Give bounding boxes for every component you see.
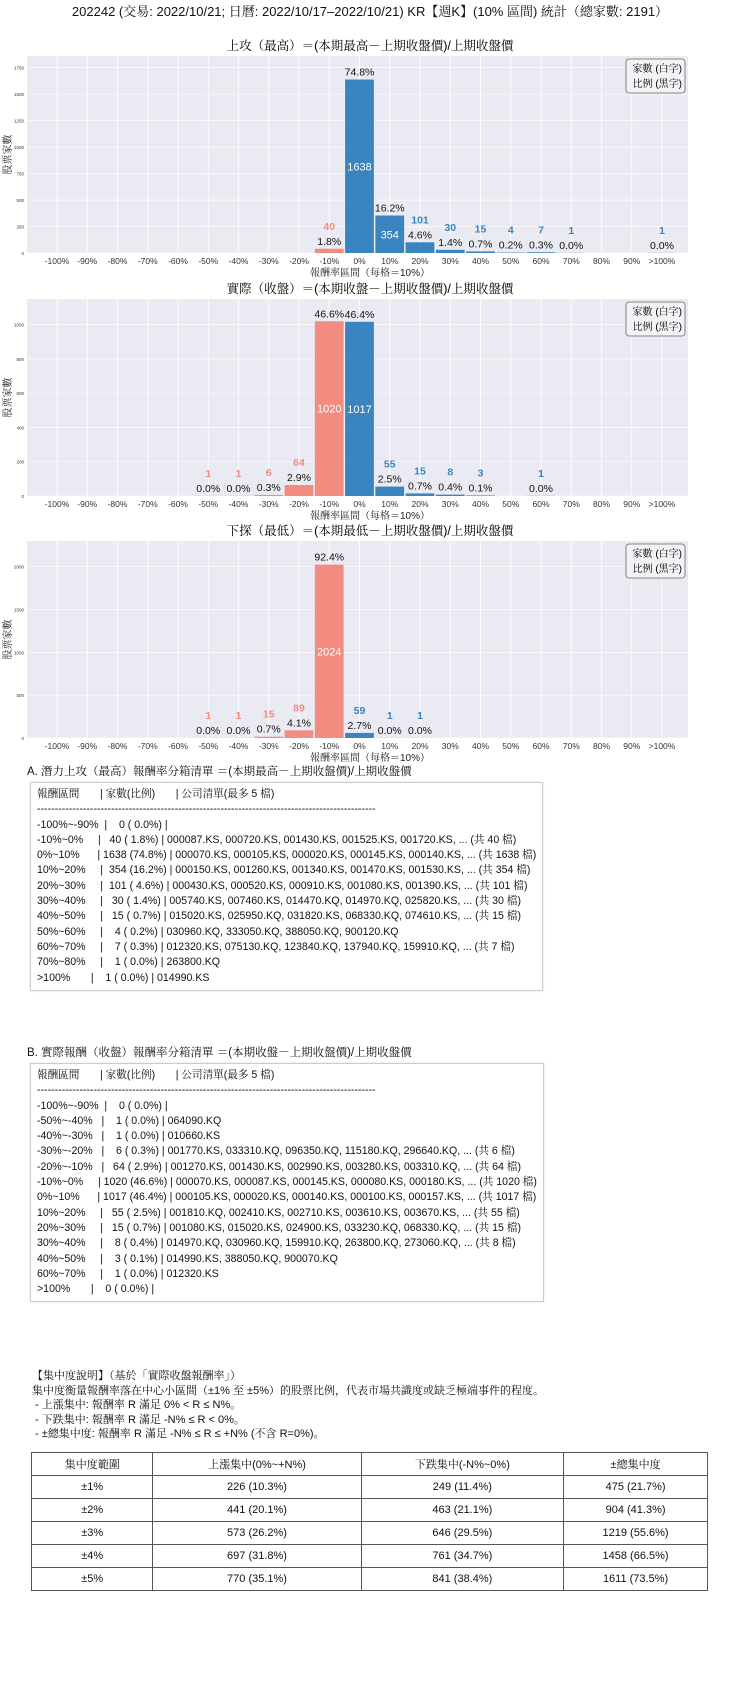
bar-pct-label: 0.0%: [408, 724, 432, 737]
bar-pct-label: 16.2%: [374, 202, 405, 215]
chart-title: 下探（最低）＝(本期最低－上期收盤價)/上期收盤價: [226, 524, 514, 538]
bar: [466, 495, 495, 496]
legend-count: 家數 (白字): [632, 549, 682, 560]
bar-pct-label: 0.0%: [529, 482, 553, 495]
x-tick-label: -30%: [258, 741, 279, 751]
bar-count-label: 1017: [347, 403, 372, 416]
table-cell: ±1%: [32, 1476, 153, 1499]
bar: [466, 251, 495, 253]
bar-pct-label: 4.6%: [408, 229, 432, 242]
list-a-box: [30, 782, 543, 991]
x-tick-label: -10%: [319, 499, 340, 509]
bar-count-label: 1: [659, 224, 665, 237]
concentration-notes: [32, 1369, 544, 1442]
x-tick-label: 0%: [353, 741, 366, 751]
x-tick-label: 0%: [353, 499, 366, 509]
list-b-box: [30, 1063, 544, 1302]
x-tick-label: 10%: [381, 256, 399, 266]
table-row: [32, 1499, 708, 1522]
bar-count-label: 55: [383, 458, 396, 471]
table-cell: ±5%: [32, 1568, 153, 1591]
list-row: 0%~10% | 1017 (46.4%) | 000105.KS, 000020.KS, 000140.KS, 000100.KS, 000157.KS, ... (共 1017 檔): [37, 1191, 537, 1204]
legend-pct: 比例 (黑字): [632, 564, 682, 575]
bar-count-label: 101: [411, 214, 429, 227]
table-cell: 573 (26.2%): [153, 1522, 361, 1545]
x-tick-label: -80%: [107, 741, 128, 751]
list-row: 20%~30% | 101 ( 4.6%) | 000430.KS, 000520.KS, 000910.KS, 001080.KS, 001390.KS, ... (共 101 檔): [37, 879, 528, 892]
list-divider: ------------------------------------------------------------------------------------------------: [37, 803, 376, 816]
x-axis-label: 報酬率區間（每格＝10%）: [309, 268, 431, 278]
x-tick-label: >100%: [648, 499, 676, 509]
bar-pct-label: 0.3%: [529, 239, 553, 252]
note-line: - 上漲集中: 報酬率 R 滿足 0% < R ≤ N%。: [32, 1399, 242, 1411]
list-row: -100%~-90% | 0 ( 0.0%) |: [37, 1099, 168, 1112]
list-b-label: B. 實際報酬（收盤）報酬率分箱清單 ＝(本期收盤－上期收盤價)/上期收盤價: [27, 1047, 412, 1059]
y-tick-label: 600: [16, 391, 24, 397]
bar-pct-label: 0.0%: [377, 724, 402, 737]
x-tick-label: -70%: [137, 256, 158, 266]
list-row: -50%~-40% | 1 ( 0.0%) | 064090.KQ: [37, 1114, 222, 1127]
y-tick-label: 1000: [13, 650, 24, 656]
note-line: 【集中度說明】（基於「實際收盤報酬率」）: [32, 1370, 241, 1382]
x-tick-label: 20%: [411, 741, 429, 751]
x-tick-label: 80%: [592, 499, 611, 509]
list-row: -100%~-90% | 0 ( 0.0%) |: [37, 818, 168, 831]
bar-count-label: 1: [568, 224, 575, 237]
bar-count-label: 2024: [317, 646, 342, 659]
bar-count-label: 1: [205, 709, 212, 722]
table-cell: ±2%: [32, 1499, 153, 1522]
bar: [406, 242, 435, 253]
x-tick-label: -80%: [107, 499, 128, 509]
bar-pct-label: 0.0%: [226, 724, 251, 737]
bar-pct-label: 0.3%: [256, 481, 281, 494]
chart-title: 實際（收盤）＝(本期收盤－上期收盤價)/上期收盤價: [226, 282, 514, 296]
y-tick-label: 1500: [13, 92, 24, 98]
bar-count-label: 1: [386, 709, 393, 722]
x-tick-label: 40%: [471, 499, 490, 509]
x-tick-label: -30%: [258, 256, 279, 266]
x-tick-label: 40%: [471, 741, 490, 751]
x-axis-label: 報酬率區間（每格＝10%）: [309, 511, 431, 521]
bar-pct-label: 0.2%: [498, 239, 523, 252]
x-tick-label: -50%: [198, 499, 219, 509]
note-line: - ±總集中度: 報酬率 R 滿足 -N% ≤ R ≤ +N% (不含 R=0%)。: [32, 1428, 325, 1440]
bar-count-label: 15: [262, 708, 275, 721]
x-tick-label: -50%: [198, 741, 219, 751]
x-tick-label: 30%: [441, 256, 459, 266]
note-line: 集中度衡量報酬率落在中心小區間（±1% 至 ±5%）的股票比例，代表市場共識度或缺乏極端事件的程度。: [32, 1384, 544, 1397]
bar-pct-label: 74.8%: [344, 66, 375, 79]
bar-pct-label: 92.4%: [314, 551, 345, 564]
y-tick-label: 1250: [13, 118, 24, 124]
x-tick-label: 20%: [411, 499, 429, 509]
x-tick-label: 10%: [381, 741, 399, 751]
bar-count-label: 1: [235, 709, 242, 722]
y-tick-label: 200: [16, 459, 24, 465]
x-tick-label: 20%: [411, 256, 429, 266]
y-tick-label: 0: [21, 736, 24, 741]
bar-count-label: 354: [380, 229, 399, 242]
legend-box: [626, 544, 685, 578]
list-header: 報酬區間 | 家數(比例) | 公司清單(最多 5 檔): [37, 1069, 275, 1081]
table-cell: 697 (31.8%): [153, 1545, 361, 1568]
x-tick-label: 90%: [623, 256, 641, 266]
bar-pct-label: 0.0%: [650, 239, 674, 252]
table-cell: 770 (35.1%): [153, 1568, 361, 1591]
x-tick-label: -20%: [289, 256, 309, 266]
bar-pct-label: 0.0%: [559, 239, 584, 252]
bar-pct-label: 0.7%: [468, 238, 493, 251]
x-tick-label: 80%: [592, 741, 611, 751]
chart-high: [0, 34, 740, 278]
table-cell: 249 (11.4%): [361, 1476, 564, 1499]
x-tick-label: -40%: [228, 256, 249, 266]
chart-close: [0, 277, 740, 521]
list-row: 10%~20% | 55 ( 2.5%) | 001810.KQ, 002410.KS, 002710.KS, 003610.KS, 003670.KS, ... (共 55 檔): [37, 1206, 520, 1219]
list-row: -10%~0% | 40 ( 1.8%) | 000087.KS, 000720.KS, 001430.KS, 001525.KS, 001720.KS, ... (共 40 檔): [37, 833, 517, 846]
list-row: 0%~10% | 1638 (74.8%) | 000070.KS, 000105.KS, 000020.KS, 000145.KS, 000140.KS, ... (共 1638 檔): [37, 849, 537, 862]
chart-title: 上攻（最高）＝(本期最高－上期收盤價)/上期收盤價: [226, 39, 514, 53]
table-cell: 475 (21.7%): [564, 1476, 708, 1499]
bar-pct-label: 0.4%: [438, 481, 463, 494]
legend-count: 家數 (白字): [632, 64, 682, 75]
bar: [436, 250, 465, 253]
bar: [315, 249, 344, 253]
x-tick-label: -40%: [228, 741, 249, 751]
x-tick-label: -100%: [44, 256, 70, 266]
x-tick-label: -60%: [168, 256, 188, 266]
table-cell: 841 (38.4%): [361, 1568, 564, 1591]
list-row: >100% | 0 ( 0.0%) |: [37, 1283, 155, 1296]
legend-pct: 比例 (黑字): [632, 322, 682, 333]
legend-box: [626, 302, 685, 336]
x-tick-label: 70%: [562, 256, 580, 266]
bar-count-label: 1: [538, 467, 544, 480]
x-tick-label: -80%: [107, 256, 128, 266]
y-tick-label: 1500: [13, 607, 24, 613]
bar-pct-label: 4.1%: [287, 717, 311, 730]
legend-box: [626, 59, 685, 93]
x-tick-label: >100%: [648, 256, 676, 266]
bar-count-label: 1: [235, 467, 242, 480]
table-cell: 226 (10.3%): [153, 1476, 361, 1499]
bar-pct-label: 46.6%: [314, 308, 345, 321]
bar-pct-label: 2.7%: [347, 719, 372, 732]
x-tick-label: 60%: [532, 741, 550, 751]
x-tick-label: 60%: [532, 499, 550, 509]
bar: [345, 733, 374, 738]
bar-count-label: 30: [444, 221, 457, 234]
bar-count-label: 1020: [317, 403, 342, 416]
list-row: 70%~80% | 1 ( 0.0%) | 263800.KQ: [37, 956, 221, 969]
x-axis-label: 報酬率區間（每格＝10%）: [309, 753, 431, 763]
bar-count-label: 1: [417, 709, 423, 722]
table-row: [32, 1568, 708, 1591]
x-tick-label: 50%: [502, 256, 520, 266]
bar-pct-label: 0.0%: [196, 724, 221, 737]
x-tick-label: -100%: [44, 741, 70, 751]
table-cell: 463 (21.1%): [361, 1499, 564, 1522]
bar-count-label: 15: [414, 465, 426, 478]
table-row: [32, 1522, 708, 1545]
table-cell: 646 (29.5%): [361, 1522, 564, 1545]
x-tick-label: -90%: [77, 741, 98, 751]
table-header: 集中度範圍: [32, 1453, 153, 1476]
table-header: 下跌集中(-N%~0%): [361, 1453, 564, 1476]
x-tick-label: 80%: [592, 256, 611, 266]
table-cell: ±4%: [32, 1545, 153, 1568]
bar-count-label: 7: [538, 224, 544, 237]
x-tick-label: -30%: [258, 499, 279, 509]
list-row: 30%~40% | 30 ( 1.4%) | 005740.KS, 007460.KS, 014470.KQ, 014970.KQ, 025820.KS, ... (共 30 檔): [37, 895, 521, 908]
x-tick-label: 90%: [623, 499, 641, 509]
note-line: - 下跌集中: 報酬率 R 滿足 -N% ≤ R < 0%。: [32, 1413, 245, 1426]
bar-count-label: 89: [293, 702, 305, 715]
table-header: 上漲集中(0%~+N%): [153, 1453, 361, 1476]
bar-count-label: 3: [477, 467, 484, 480]
y-tick-label: 500: [16, 198, 24, 204]
x-tick-label: -20%: [289, 741, 309, 751]
list-header: 報酬區間 | 家數(比例) | 公司清單(最多 5 檔): [37, 788, 275, 800]
main-title: 202242 (交易: 2022/10/21; 日曆: 2022/10/17–2022/10/21) KR【週K】(10% 區間) 統計（總家數: 2191）: [71, 4, 669, 19]
table-row: [32, 1476, 708, 1499]
x-tick-label: 60%: [532, 256, 550, 266]
bar-count-label: 6: [265, 466, 272, 479]
bar: [406, 493, 435, 496]
table-cell: 1611 (73.5%): [564, 1568, 708, 1591]
x-tick-label: -70%: [137, 499, 158, 509]
table-cell: 441 (20.1%): [153, 1499, 361, 1522]
table-cell: ±3%: [32, 1522, 153, 1545]
y-tick-label: 2000: [13, 564, 24, 570]
bar: [285, 485, 314, 496]
table-cell: 904 (41.3%): [564, 1499, 708, 1522]
bar-pct-label: 2.5%: [377, 473, 402, 486]
list-divider: ------------------------------------------------------------------------------------------------: [37, 1084, 376, 1097]
table-header: ±總集中度: [564, 1453, 708, 1476]
list-row: -10%~0% | 1020 (46.6%) | 000070.KS, 000087.KS, 000145.KS, 000080.KS, 000180.KS, ... (共 1020 檔): [37, 1176, 537, 1189]
bar: [436, 495, 465, 496]
y-tick-label: 500: [16, 693, 24, 699]
list-row: >100% | 1 ( 0.0%) | 014990.KS: [37, 971, 210, 984]
table-row: [32, 1545, 708, 1568]
x-tick-label: -60%: [168, 741, 188, 751]
bar-pct-label: 2.9%: [287, 472, 311, 485]
bar-count-label: 64: [293, 457, 305, 470]
x-tick-label: 70%: [562, 499, 580, 509]
x-tick-label: -40%: [228, 499, 249, 509]
x-tick-label: -70%: [137, 741, 158, 751]
concentration-table: [31, 1452, 708, 1591]
list-row: 40%~50% | 15 ( 0.7%) | 015020.KS, 025950.KQ, 031820.KS, 068330.KQ, 074610.KS, ... (共 15 檔): [37, 910, 521, 923]
bar: [254, 737, 283, 738]
x-tick-label: -10%: [319, 741, 340, 751]
x-tick-label: >100%: [648, 741, 676, 751]
bar-count-label: 40: [323, 220, 336, 233]
list-row: 10%~20% | 354 (16.2%) | 000150.KS, 001260.KS, 001340.KS, 001470.KS, 001530.KS, ... (共 354 檔): [37, 864, 531, 877]
bar-count-label: 8: [447, 466, 454, 479]
x-tick-label: -20%: [289, 499, 309, 509]
list-row: 40%~50% | 3 ( 0.1%) | 014990.KS, 388050.KQ, 900070.KQ: [37, 1252, 338, 1265]
legend-count: 家數 (白字): [632, 307, 682, 318]
bar-pct-label: 1.4%: [438, 236, 463, 249]
list-row: 50%~60% | 4 ( 0.2%) | 030960.KQ, 333050.KQ, 388050.KQ, 900120.KQ: [37, 925, 399, 938]
y-tick-label: 1000: [13, 322, 24, 328]
list-row: 60%~70% | 7 ( 0.3%) | 012320.KS, 075130.KQ, 123840.KQ, 137940.KQ, 159910.KQ, ... (共 7 檔): [37, 940, 515, 953]
bar: [285, 730, 314, 738]
y-axis-label: 股票家數: [3, 134, 14, 175]
x-tick-label: -100%: [44, 499, 70, 509]
bar-count-label: 1638: [347, 161, 372, 174]
x-tick-label: 30%: [441, 741, 459, 751]
legend-pct: 比例 (黑字): [632, 79, 682, 90]
x-tick-label: 10%: [381, 499, 399, 509]
x-tick-label: 50%: [502, 499, 520, 509]
list-row: 30%~40% | 8 ( 0.4%) | 014970.KQ, 030960.KQ, 159910.KQ, 263800.KQ, 273060.KQ, ... (共 8 檔): [37, 1237, 516, 1250]
x-tick-label: -90%: [77, 499, 98, 509]
bar-pct-label: 1.8%: [317, 235, 342, 248]
bar-pct-label: 0.0%: [196, 482, 221, 495]
list-a-label: A. 潛力上攻（最高）報酬率分箱清單 ＝(本期最高－上期收盤價)/上期收盤價: [27, 766, 412, 778]
bar-pct-label: 46.4%: [344, 308, 375, 321]
bar-count-label: 1: [205, 467, 212, 480]
list-row: -20%~-10% | 64 ( 2.9%) | 001270.KS, 001430.KS, 002990.KS, 003280.KS, 003310.KQ, ... (共 64 檔): [37, 1160, 521, 1173]
x-tick-label: -60%: [168, 499, 188, 509]
x-tick-label: 40%: [471, 256, 490, 266]
table-cell: 1458 (66.5%): [564, 1545, 708, 1568]
bar-count-label: 15: [474, 223, 487, 236]
bar-pct-label: 0.7%: [408, 480, 432, 493]
list-row: -40%~-30% | 1 ( 0.0%) | 010660.KS: [37, 1130, 221, 1143]
list-row: 20%~30% | 15 ( 0.7%) | 001080.KS, 015020.KS, 024900.KS, 033230.KQ, 068330.KQ, ... (共 15 檔): [37, 1221, 521, 1234]
list-row: -30%~-20% | 6 ( 0.3%) | 001770.KS, 033310.KQ, 096350.KQ, 115180.KQ, 296640.KQ, ... (共 6 檔): [37, 1145, 515, 1158]
x-tick-label: 0%: [353, 256, 366, 266]
table-cell: 761 (34.7%): [361, 1545, 564, 1568]
y-tick-label: 250: [16, 224, 24, 230]
x-tick-label: -90%: [77, 256, 98, 266]
bar: [254, 495, 283, 496]
y-tick-label: 0: [21, 251, 24, 256]
y-tick-label: 800: [16, 356, 24, 362]
bar: [527, 252, 556, 253]
bar-pct-label: 0.7%: [256, 723, 281, 736]
x-tick-label: 30%: [441, 499, 459, 509]
x-tick-label: 50%: [502, 741, 520, 751]
y-axis-label: 股票家數: [3, 377, 14, 418]
x-tick-label: -10%: [319, 256, 340, 266]
y-tick-label: 400: [16, 425, 24, 431]
bar-count-label: 4: [507, 224, 514, 237]
bar-pct-label: 0.0%: [226, 482, 251, 495]
chart-low: [0, 519, 740, 763]
y-tick-label: 1750: [13, 65, 24, 71]
y-tick-label: 0: [21, 494, 24, 499]
bar-count-label: 59: [353, 704, 366, 717]
y-tick-label: 1000: [13, 145, 24, 151]
table-cell: 1219 (55.6%): [564, 1522, 708, 1545]
bar: [375, 487, 404, 496]
x-tick-label: 90%: [623, 741, 641, 751]
y-axis-label: 股票家數: [3, 619, 14, 660]
list-row: 60%~70% | 1 ( 0.0%) | 012320.KS: [37, 1267, 219, 1280]
y-tick-label: 750: [16, 171, 24, 177]
x-tick-label: -50%: [198, 256, 219, 266]
bar-pct-label: 0.1%: [468, 482, 493, 495]
x-tick-label: 70%: [562, 741, 580, 751]
